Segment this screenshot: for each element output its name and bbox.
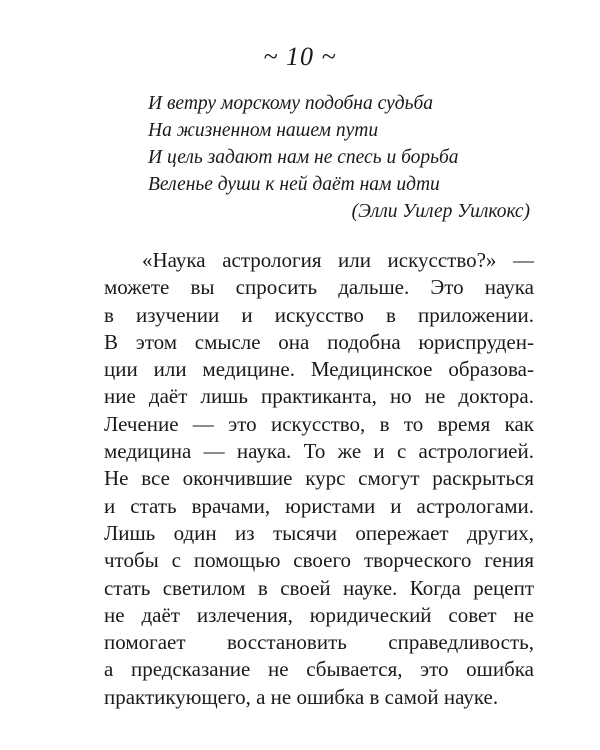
epigraph-line: И ветру морскому подобна судьба bbox=[148, 93, 434, 114]
epigraph-line: На жизненном нашем пути bbox=[148, 120, 379, 141]
epigraph-line: Веленье души к ней даёт нам идти bbox=[148, 174, 440, 195]
epigraph-line: И цель задают нам не спесь и борьба bbox=[148, 147, 459, 168]
body-line: Лишь один из тысячи опережает других, bbox=[104, 520, 534, 545]
body-line: и стать врачами, юристами и астрологами. bbox=[104, 493, 534, 518]
body-line: Лечение — это искусство, в то время как bbox=[104, 411, 534, 436]
body-line: чтобы с помощью своего творческого гения bbox=[104, 548, 534, 573]
body-line: не даёт излечения, юридический совет не bbox=[104, 602, 534, 627]
body-line: в изучении и искусство в приложении. bbox=[104, 302, 534, 327]
body-line: Не все окончившие курс смогут раскрыться bbox=[104, 466, 534, 491]
epigraph-author: (Элли Уилер Уилкокс) bbox=[351, 201, 530, 222]
epigraph bbox=[148, 90, 538, 225]
page-number: ~ 10 ~ bbox=[263, 42, 337, 71]
body-line: ние даёт лишь практиканта, но не доктора. bbox=[104, 384, 534, 409]
body-line: ции или медицине. Медицинское образова- bbox=[104, 357, 534, 382]
body-line: медицина — наука. То же и с астрологией. bbox=[104, 439, 534, 464]
body-line: практикующего, а не ошибка в самой науке. bbox=[104, 684, 499, 709]
body-line: «Наука астрология или искусство?» — bbox=[142, 248, 534, 272]
body-line: стать светилом в своей науке. Когда рецепт bbox=[104, 575, 534, 600]
body-paragraph bbox=[104, 247, 534, 711]
body-line: помогает восстановить справедливость, bbox=[104, 630, 534, 655]
body-line: можете вы спросить дальше. Это наука bbox=[104, 275, 534, 300]
body-line: а предсказание не сбывается, это ошибка bbox=[104, 657, 534, 682]
body-line: В этом смысле она подобна юриспруден- bbox=[104, 329, 534, 354]
